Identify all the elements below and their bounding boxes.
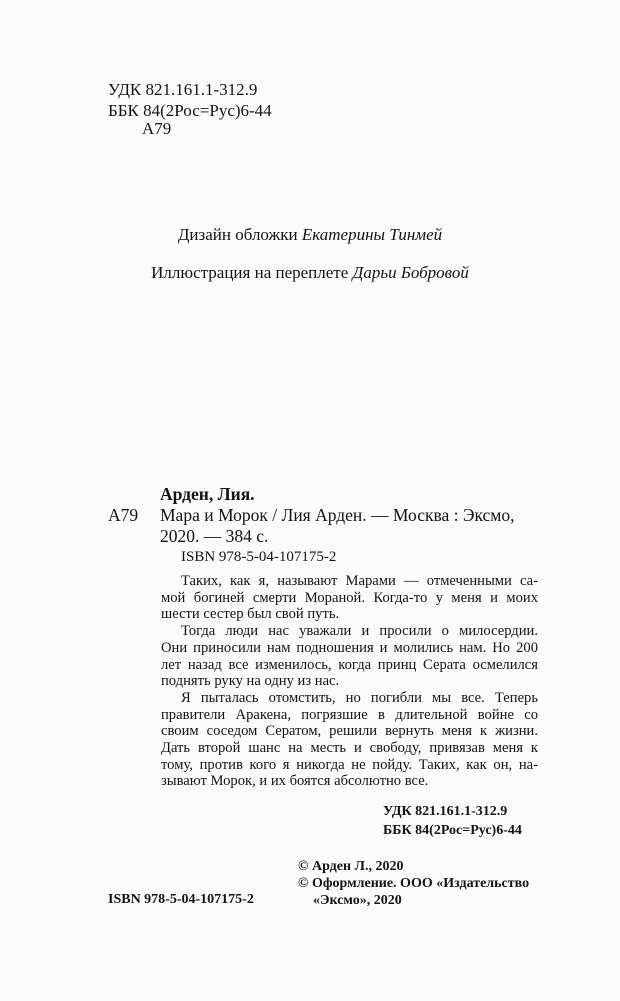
catalog-author-mark: А79	[108, 505, 139, 525]
cover-design-credit	[0, 224, 620, 246]
annotation-p3-l3: своим соседом Сератом, решили вернуть меня к жизни.	[161, 723, 538, 740]
annotation-p3-l6: зывают Морок, и их боятся абсолютно все.	[161, 773, 429, 790]
catalog-title-line-2: 2020. — 384 с.	[160, 526, 269, 546]
annotation-p2-l1: Тогда люди нас уважали и просили о милосердии.	[181, 623, 538, 640]
annotation-p1-l3: шести сестер был свой путь.	[161, 606, 340, 623]
annotation-p2-l4: поднять руку на одну из нас.	[161, 673, 340, 690]
catalog-author: Арден, Лия.	[160, 484, 255, 504]
copyright-design: © Оформление. ООО «Издательство	[298, 876, 530, 891]
bbk-code-top: ББК 84(2Рос=Рус)6-44	[108, 101, 272, 120]
annotation-p2-l2: Они приносили нам подношения и молились нам. Но 200	[161, 639, 538, 656]
illustration-label: Иллюстрация на переплете	[151, 263, 353, 282]
annotation	[161, 573, 538, 790]
annotation-p1-l2: мой богиней смерти Мораной. Когда-то у меня и моих	[161, 589, 538, 606]
annotation-p3-l5: тому, против кого я никогда не пойду. Таких, как он, на-	[161, 756, 538, 773]
bbk-code-bottom: ББК 84(2Рос=Рус)6-44	[383, 823, 522, 838]
annotation-p3-l1: Я пыталась отомстить, но погибли мы все. Теперь	[181, 689, 538, 706]
cover-design-label: Дизайн обложки	[177, 225, 302, 244]
cover-designer-name: Екатерины Тинмей	[301, 225, 443, 244]
catalog-isbn: ISBN 978-5-04-107175-2	[181, 549, 337, 565]
copyright-publisher: «Эксмо», 2020	[313, 893, 402, 908]
annotation-p3-l4: Дать второй шанс на месть и свободу, привязав меня к	[161, 740, 538, 757]
annotation-p2-l3: лет назад все изменилось, когда принц Серата осмелился	[161, 656, 538, 673]
annotation-p3-l2: правители Аракена, погрязшие в длительной войне со	[161, 706, 538, 723]
catalog-title-line-1: Мара и Морок / Лия Арден. — Москва : Эксмо,	[160, 505, 515, 525]
author-mark-top: А79	[142, 119, 172, 138]
footer-isbn: ISBN 978-5-04-107175-2	[108, 892, 254, 907]
illustrator-name: Дарьи Бобровой	[352, 263, 469, 282]
annotation-p1-l1: Таких, как я, называют Марами — отмеченными са-	[181, 573, 538, 589]
illustration-credit	[0, 262, 620, 284]
udk-code-bottom: УДК 821.161.1-312.9	[383, 804, 508, 819]
copyright-author: © Арден Л., 2020	[298, 859, 404, 874]
udk-code-top: УДК 821.161.1-312.9	[108, 80, 258, 99]
